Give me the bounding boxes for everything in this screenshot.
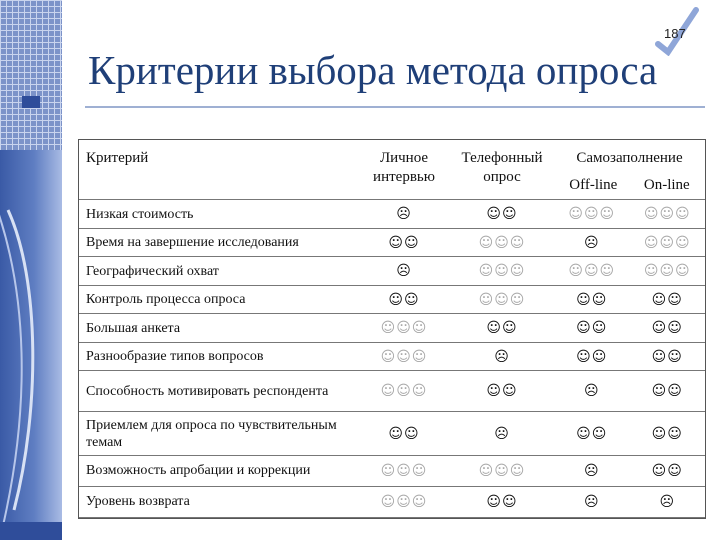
header-criterion: Критерий bbox=[79, 140, 358, 200]
phone-survey-rating: ☺☺ bbox=[450, 314, 554, 343]
offline-rating: ☹ bbox=[554, 371, 629, 412]
table-row bbox=[79, 486, 705, 517]
online-rating: ☺☺ bbox=[629, 314, 705, 343]
phone-survey-rating: ☹ bbox=[450, 412, 554, 455]
offline-rating: ☺☺☺ bbox=[554, 200, 629, 229]
online-rating: ☺☺ bbox=[629, 455, 705, 486]
personal-interview-rating: ☺☺☺ bbox=[358, 371, 450, 412]
header-offline: Off-line bbox=[569, 177, 618, 193]
criterion-cell: Разнообразие типов вопросов bbox=[79, 343, 358, 371]
offline-rating: ☹ bbox=[554, 486, 629, 517]
table-row bbox=[79, 371, 705, 412]
personal-interview-rating: ☺☺ bbox=[358, 229, 450, 257]
table-row bbox=[79, 314, 705, 343]
table-row bbox=[79, 229, 705, 257]
decorative-blue-bar bbox=[22, 96, 40, 108]
criterion-cell: Способность мотивировать респондента bbox=[79, 371, 358, 412]
criterion-cell: Контроль процесса опроса bbox=[79, 286, 358, 314]
personal-interview-rating: ☹ bbox=[358, 200, 450, 229]
personal-interview-rating: ☺☺ bbox=[358, 286, 450, 314]
online-rating: ☺☺☺ bbox=[629, 229, 705, 257]
offline-rating: ☹ bbox=[554, 229, 629, 257]
slide-title: Критерии выбора метода опроса bbox=[88, 47, 658, 93]
personal-interview-rating: ☺☺☺ bbox=[358, 455, 450, 486]
table-row bbox=[79, 200, 705, 229]
header-personal-line2: интервью bbox=[373, 169, 435, 185]
criterion-cell: Возможность апробации и коррекции bbox=[79, 455, 358, 486]
online-rating: ☹ bbox=[629, 486, 705, 517]
criteria-table bbox=[78, 139, 706, 519]
header-self-label: Самозаполнение bbox=[576, 150, 683, 166]
personal-interview-rating: ☺☺☺ bbox=[358, 486, 450, 517]
criterion-cell: Приемлем для опроса по чувствительным темам bbox=[79, 412, 358, 455]
online-rating: ☺☺ bbox=[629, 343, 705, 371]
phone-survey-rating: ☺☺ bbox=[450, 371, 554, 412]
phone-survey-rating: ☺☺☺ bbox=[450, 229, 554, 257]
page-number: 187 bbox=[664, 26, 686, 41]
phone-survey-rating: ☺☺ bbox=[450, 486, 554, 517]
offline-rating: ☺☺ bbox=[554, 286, 629, 314]
online-rating: ☺☺☺ bbox=[629, 200, 705, 229]
table-row bbox=[79, 286, 705, 314]
criterion-cell: Большая анкета bbox=[79, 314, 358, 343]
phone-survey-rating: ☹ bbox=[450, 343, 554, 371]
header-self-completion bbox=[554, 140, 705, 200]
criterion-cell: Уровень возврата bbox=[79, 486, 358, 517]
offline-rating: ☹ bbox=[554, 455, 629, 486]
criterion-cell: Время на завершение исследования bbox=[79, 229, 358, 257]
decorative-bottom-slab bbox=[0, 522, 62, 540]
table-body bbox=[79, 200, 705, 518]
header-personal-interview bbox=[358, 140, 450, 200]
decorative-grid-panel bbox=[0, 0, 62, 150]
header-phone-survey bbox=[450, 140, 554, 200]
phone-survey-rating: ☺☺☺ bbox=[450, 286, 554, 314]
header-personal-line1: Личное bbox=[379, 150, 429, 166]
header-phone-line2: опрос bbox=[483, 169, 521, 185]
personal-interview-rating: ☺☺☺ bbox=[358, 314, 450, 343]
offline-rating: ☺☺☺ bbox=[554, 257, 629, 286]
phone-survey-rating: ☺☺ bbox=[450, 200, 554, 229]
personal-interview-rating: ☹ bbox=[358, 257, 450, 286]
decorative-left-band bbox=[0, 150, 62, 540]
online-rating: ☺☺ bbox=[629, 286, 705, 314]
header-phone-line1: Телефонный bbox=[461, 150, 543, 166]
phone-survey-rating: ☺☺☺ bbox=[450, 455, 554, 486]
online-rating: ☺☺ bbox=[629, 412, 705, 455]
table-row bbox=[79, 455, 705, 486]
table-row bbox=[79, 343, 705, 371]
offline-rating: ☺☺ bbox=[554, 314, 629, 343]
phone-survey-rating: ☺☺☺ bbox=[450, 257, 554, 286]
title-underline bbox=[85, 106, 705, 108]
table-row bbox=[79, 257, 705, 286]
personal-interview-rating: ☺☺ bbox=[358, 412, 450, 455]
online-rating: ☺☺☺ bbox=[629, 257, 705, 286]
table-row bbox=[79, 412, 705, 455]
personal-interview-rating: ☺☺☺ bbox=[358, 343, 450, 371]
offline-rating: ☺☺ bbox=[554, 343, 629, 371]
criterion-cell: Низкая стоимость bbox=[79, 200, 358, 229]
criterion-cell: Географический охват bbox=[79, 257, 358, 286]
online-rating: ☺☺ bbox=[629, 371, 705, 412]
header-online: On-line bbox=[643, 177, 690, 193]
table-header-row bbox=[79, 140, 705, 200]
offline-rating: ☺☺ bbox=[554, 412, 629, 455]
